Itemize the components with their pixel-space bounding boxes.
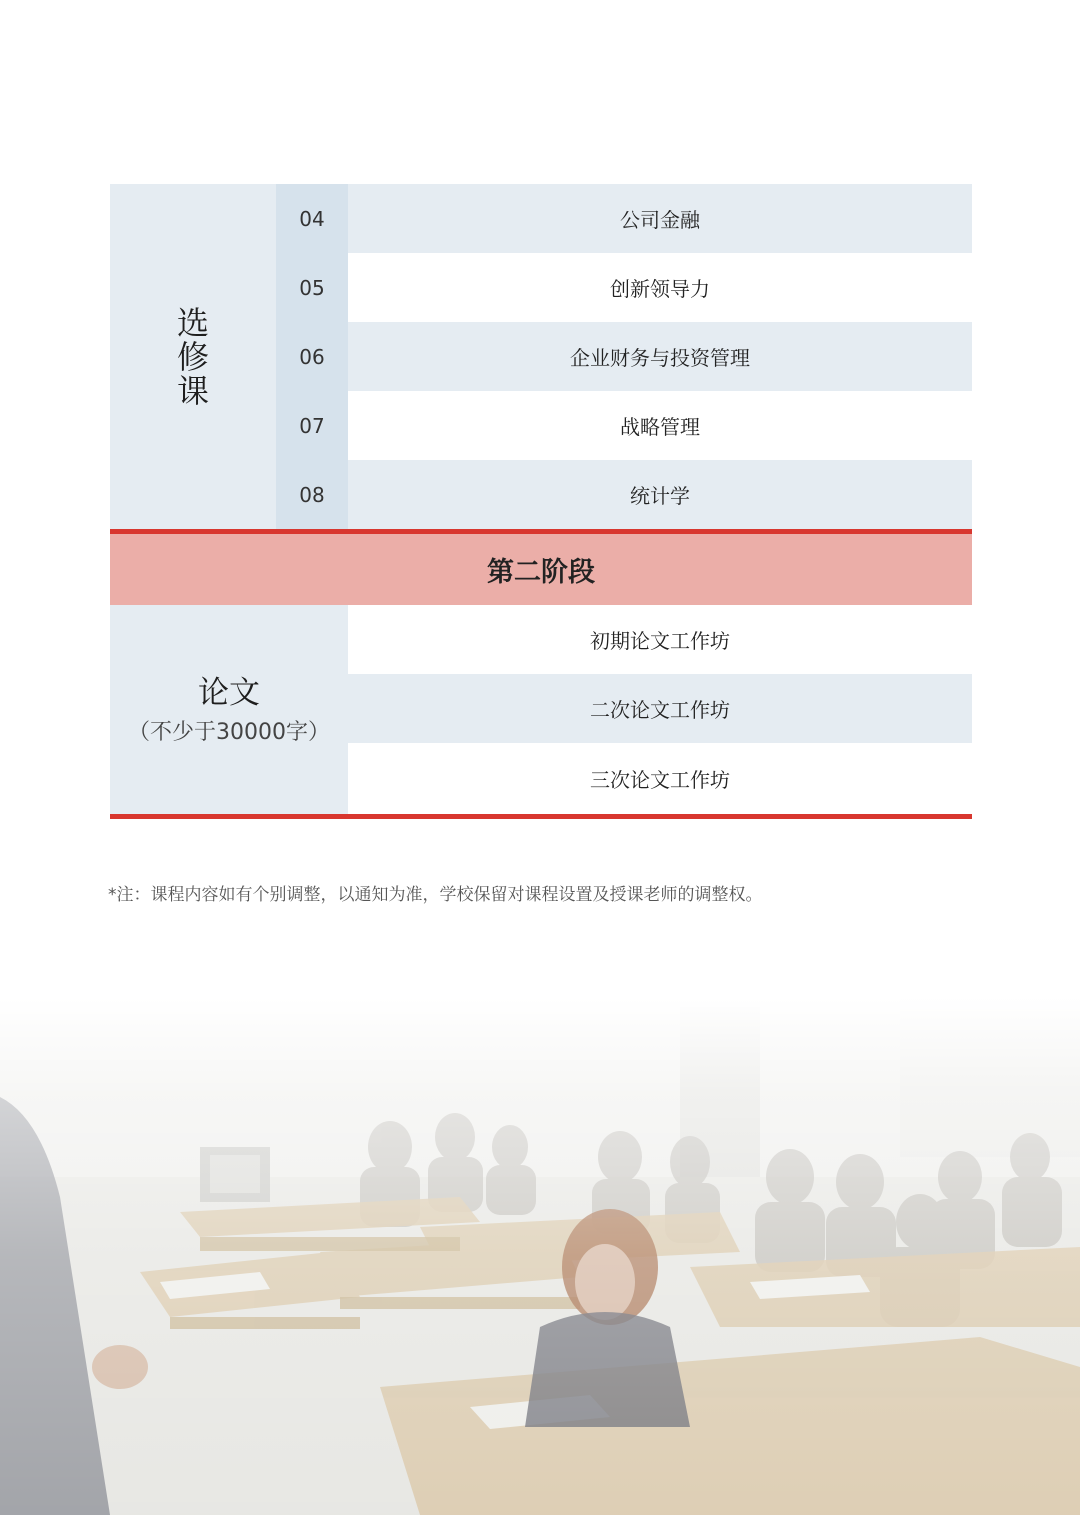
course-row xyxy=(276,391,972,460)
course-number: 07 xyxy=(276,391,348,460)
course-row xyxy=(276,184,972,253)
elective-category-cell xyxy=(110,184,276,529)
curriculum-table xyxy=(110,184,972,819)
course-number: 06 xyxy=(276,322,348,391)
thesis-category-cell xyxy=(110,605,348,814)
course-name: 统计学 xyxy=(348,460,972,529)
thesis-label: 论文 xyxy=(198,675,260,711)
elective-course-list xyxy=(276,184,972,529)
thesis-workshop-list xyxy=(348,605,972,814)
thesis-sublabel: （不少于30000字） xyxy=(128,720,330,745)
footnote: *注：课程内容如有个别调整，以通知为准，学校保留对课程设置及授课老师的调整权。 xyxy=(108,885,763,905)
divider-red-bottom xyxy=(110,814,972,819)
workshop-row xyxy=(348,605,972,674)
course-row xyxy=(276,322,972,391)
course-number: 08 xyxy=(276,460,348,529)
workshop-row xyxy=(348,743,972,814)
course-number: 05 xyxy=(276,253,348,322)
course-name: 创新领导力 xyxy=(348,253,972,322)
course-number: 04 xyxy=(276,184,348,253)
course-name: 战略管理 xyxy=(348,391,972,460)
elective-section xyxy=(110,184,972,529)
workshop-row xyxy=(348,674,972,743)
course-name: 企业财务与投资管理 xyxy=(348,322,972,391)
stage2-header: 第二阶段 xyxy=(110,534,972,605)
course-row xyxy=(276,460,972,529)
thesis-section xyxy=(110,605,972,814)
course-row xyxy=(276,253,972,322)
workshop-name: 初期论文工作坊 xyxy=(348,605,972,674)
workshop-name: 二次论文工作坊 xyxy=(348,674,972,743)
workshop-name: 三次论文工作坊 xyxy=(348,743,972,814)
classroom-photo xyxy=(0,997,1080,1515)
elective-label: 选修课 xyxy=(176,303,209,410)
classroom-photo-illustration xyxy=(0,997,1080,1515)
course-name: 公司金融 xyxy=(348,184,972,253)
